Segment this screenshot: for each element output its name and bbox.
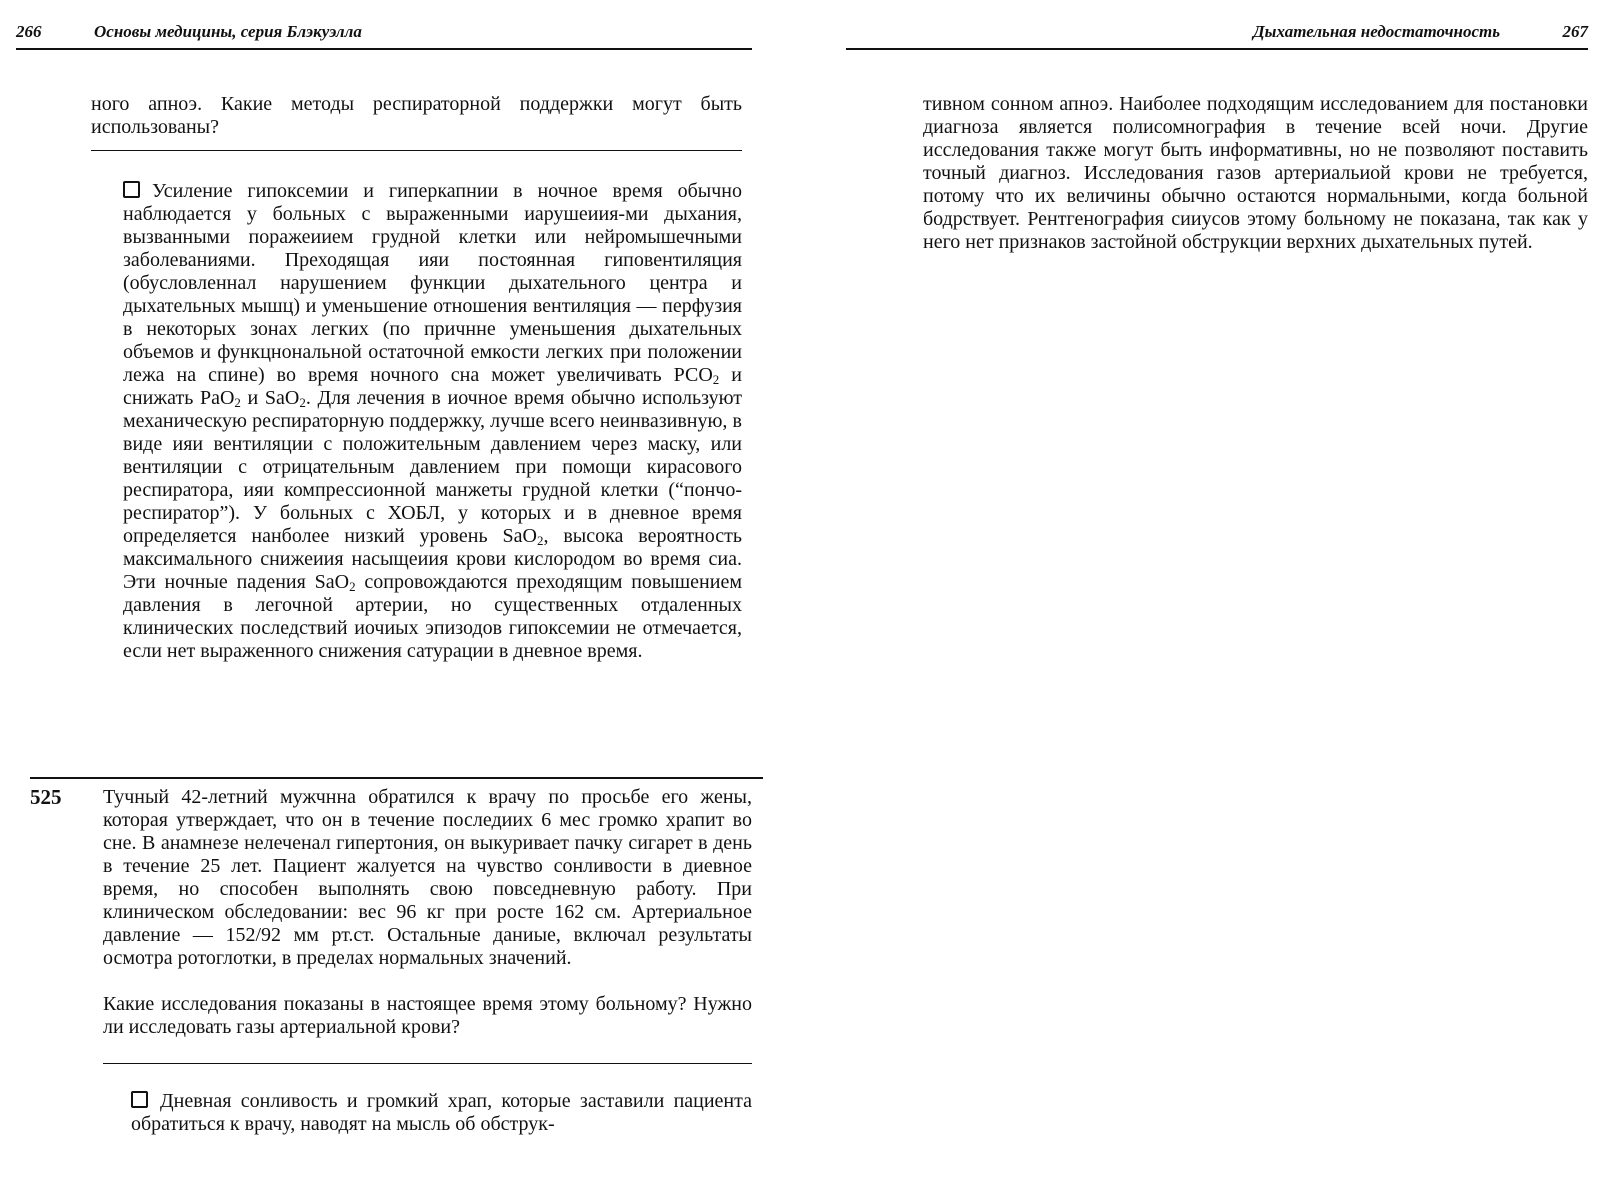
question-525-number: 525 <box>30 785 62 809</box>
question-525-rule <box>103 1063 752 1064</box>
right-page <box>800 0 1601 1186</box>
answer-525-continued-block <box>923 93 1588 254</box>
right-page-number: 267 <box>1562 22 1588 41</box>
answer-525-start: Дневная сонливость и громкий храп, которые заставили пациента обратиться к врачу, наводят на мысль об обструк- <box>131 1090 752 1135</box>
left-running-title: Основы медицины, серия Блэкуэлла <box>94 22 362 41</box>
question-525-ask: Какие исследования показаны в настоящее время этому больному? Нужно ли исследовать газы артериальной крови? <box>103 993 752 1038</box>
answer-524-part: . Для лечения в иочное время обычно используют механическую респираторную поддержку, лучше всего неинвазивную, в виде ияи вентиляции с положительным давлением через маску, или вентиляции с отрицательным давлением при помощи кирасового респиратора, ияи компрессионной манжеты грудной клетки (“пончо-респиратор”). У больных с ХОБЛ, у которых и в дневное время определяется нанболее низкий уровень SaO <box>123 387 743 547</box>
left-page-number: 266 <box>16 22 42 41</box>
question-525-block <box>103 786 752 1039</box>
answer-524-part: и снижать РаО <box>123 364 743 409</box>
answer-checkbox-icon <box>123 181 140 198</box>
subscript: 2 <box>349 579 356 594</box>
answer-525-block <box>131 1090 752 1136</box>
subscript: 2 <box>536 533 544 548</box>
question-524-rule <box>91 150 742 151</box>
question-524-tail-block <box>91 93 742 139</box>
subscript: 2 <box>234 395 241 410</box>
answer-524-part: сопровождаются преходящим повышением давления в легочной артерии, но существенных отдаленных клинических последствий иочиых эпизодов гипоксемии не отмечается, если нет выраженного снижения сатурации в дневное время. <box>123 571 742 662</box>
question-525-body: Тучный 42-летний мужчнна обратился к врачу по просьбе его жены, которая утверждает, что он в течение последиих 6 мес громко храпит во сне. В анамнезе нелеченал гипертония, он выкуривает пачку сигарет в день в течение 25 лет. Пациент жалуется на чувство сонливости в диевное время, но способен выполнять свою повседневную работу. При клиническом обследовании: вес 96 кг при росте 162 см. Артериальное давление — 152/92 мм рт.ст. Остальные даниые, включал результаты осмотра ротоглотки, в пределах нормальных значений. <box>103 786 752 969</box>
left-page <box>0 0 800 1186</box>
right-header-rule <box>846 48 1588 50</box>
subscript: 2 <box>712 372 720 387</box>
answer-524-part: и SaO <box>240 387 300 409</box>
left-header-rule <box>16 48 752 50</box>
question-525-top-rule <box>30 777 763 779</box>
right-running-title: Дыхательная недостаточность <box>1253 22 1500 41</box>
answer-524-text <box>123 180 742 663</box>
answer-524-part: , высока вероятность максимального снижеиия насыщеиия крови кислородом во время сиа. Эти ночные падения SaO <box>123 525 742 593</box>
question-524-tail: ного апноэ. Какие методы респираторной поддержки могут быть использованы? <box>91 93 742 138</box>
answer-525-continued: тивном сонном апноэ. Наиболее подходящим исследованием для постановки диагноза является полисомнография в течение всей ночи. Другие исследования также могут быть информативны, но не позволяют поставить точный диагноз. Исследования газов артериальиой крови не требуется, потому что их величины обычно остаются нормальными, когда больной бодрствует. Рентгенография сииусов этому больному не показана, так как у него нет признаков застойной обструкции верхних дыхательных путей. <box>923 93 1588 253</box>
answer-checkbox-icon <box>131 1091 148 1108</box>
answer-524-block <box>123 180 742 663</box>
subscript: 2 <box>299 395 306 410</box>
answer-524-part: Усиление гипоксемии и гиперкапнии в ночное время обычно наблюдается у больных с выраженными иарушеиия-ми дыхания, вызванными поражеиием грудной клетки или нейромышечными заболеваниями. Преходящая ияи постоянная гиповентиляция (обусловленнал нарушением функции дыхательного центра и дыхательных мышц) и уменьшение отношения вентиляция — перфузия в некоторых зонах легких (по причнне уменьшения дыхательных объемов и функцнональной остаточной емкости легких при положении лежа на спине) во время ночного сна может увеличивать РСО <box>123 180 742 386</box>
answer-525-text <box>131 1090 752 1136</box>
